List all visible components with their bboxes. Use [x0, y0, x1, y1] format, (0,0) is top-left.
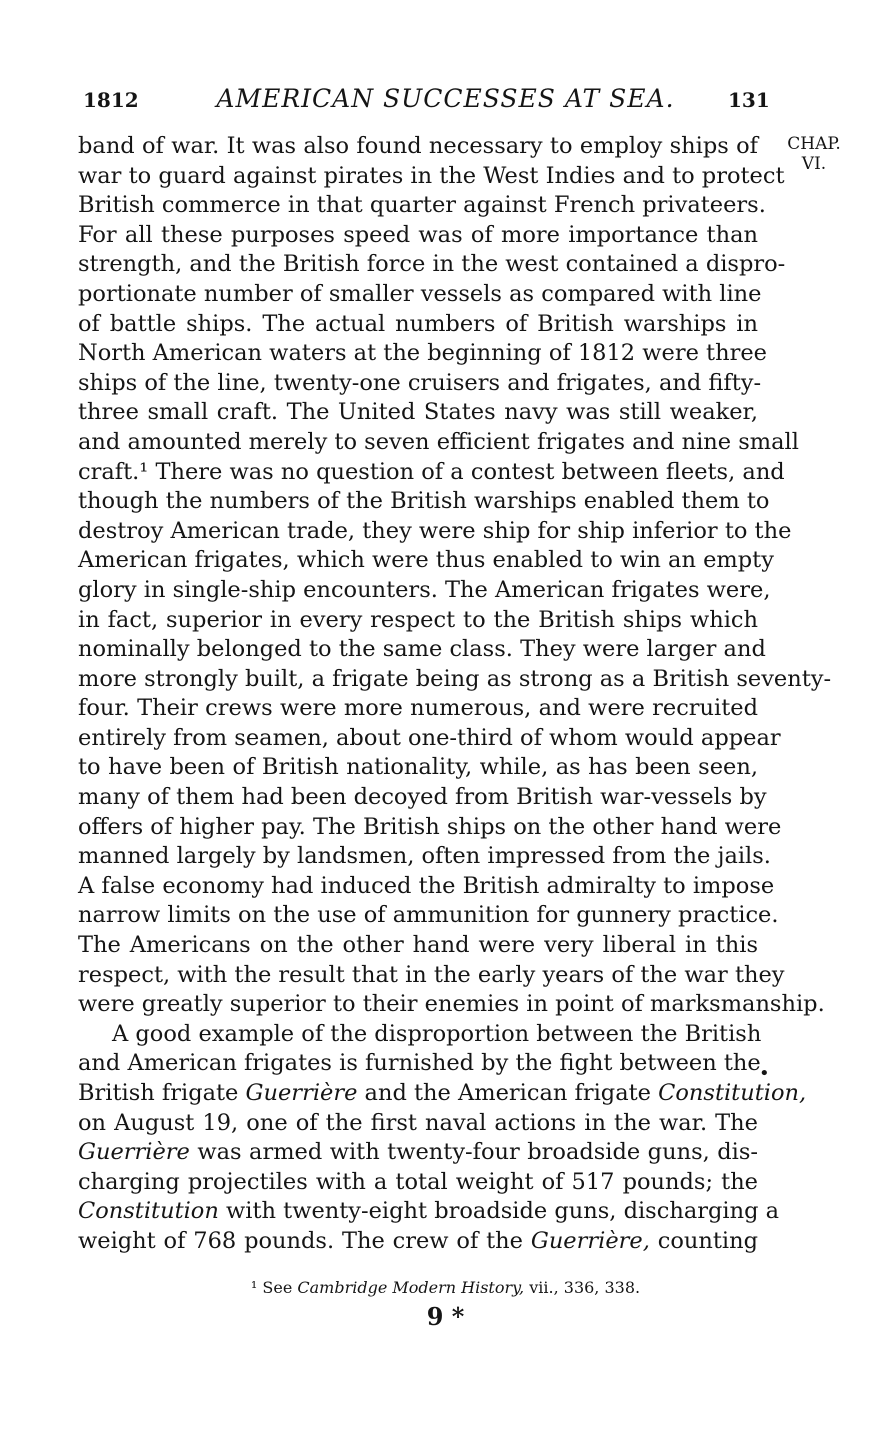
text-line: manned largely by landsmen, often impressed from the jails. [78, 843, 771, 870]
text-line: band of war. It was also found necessary to employ ships of [78, 133, 758, 159]
text-line: Constitution with twenty-eight broadside guns, discharging a [78, 1198, 780, 1225]
footnote: ¹ See Cambridge Modern History, vii., 336, 338. [250, 1278, 641, 1297]
page-number: 131 [728, 88, 770, 112]
text-line: though the numbers of the British warships enabled them to [78, 488, 770, 515]
text-line: nominally belonged to the same class. They were larger and [78, 636, 766, 663]
text-line: North American waters at the beginning of 1812 were three [78, 340, 767, 367]
text-line: A good example of the disproportion between the British [112, 1020, 762, 1047]
text-line: British commerce in that quarter against French privateers. [78, 192, 766, 219]
ship-name: Constitution [78, 1198, 219, 1225]
text-line: many of them had been decoyed from British war-vessels by [78, 784, 767, 811]
text-line: charging projectiles with a total weight of 517 pounds; the [78, 1168, 758, 1195]
ship-name: Guerrière, [530, 1227, 650, 1254]
chapter-label: CHAP. [787, 134, 841, 154]
text-line: glory in single-ship encounters. The American frigates were, [78, 576, 771, 603]
margin-dot-marker: • [759, 1063, 770, 1084]
text-line: war to guard against pirates in the West Indies and to protect [78, 162, 785, 189]
text-line: in fact, superior in every respect to the British ships which [78, 606, 758, 633]
header-title: AMERICAN SUCCESSES AT SEA. [216, 84, 675, 113]
text-line: offers of higher pay. The British ships on the other hand were [78, 813, 782, 840]
text-line: craft.¹ There was no question of a contest between fleets, and [78, 458, 785, 485]
text-line: entirely from seamen, about one-third of whom would appear [78, 724, 781, 751]
paragraph-2 [78, 1020, 807, 1257]
text-line: on August 19, one of the first naval actions in the war. The [78, 1109, 758, 1136]
text-line: Guerrière was armed with twenty-four broadside guns, dis- [78, 1139, 758, 1166]
text-line: British frigate Guerrière and the American frigate Constitution, [78, 1080, 807, 1106]
text-line: were greatly superior to their enemies in point of marksmanship. [78, 991, 825, 1018]
text-line: American frigates, which were thus enabled to win an empty [78, 547, 774, 574]
text-line: strength, and the British force in the west contained a dispro- [78, 251, 786, 278]
text-line: of battle ships. The actual numbers of British warships in [78, 310, 758, 337]
text-line: weight of 768 pounds. The crew of the Guerrière, counting [78, 1227, 758, 1254]
text-line: and amounted merely to seven efficient frigates and nine small [78, 428, 799, 455]
text-line: respect, with the result that in the early years of the war they [78, 961, 785, 988]
header-year: 1812 [83, 88, 139, 112]
text-line: more strongly built, a frigate being as strong as a British seventy- [78, 665, 832, 692]
text-line: For all these purposes speed was of more importance than [78, 221, 758, 248]
ship-name: Guerrière [78, 1139, 190, 1166]
text-line: A false economy had induced the British admiralty to impose [78, 872, 775, 899]
footnote-work-title: Cambridge Modern History, [297, 1278, 525, 1297]
signature-mark: 9 * [426, 1302, 465, 1331]
margin-chapter-note [774, 134, 854, 174]
text-line: ships of the line, twenty-one cruisers and frigates, and fifty- [78, 369, 762, 396]
chapter-number: VI. [801, 154, 827, 174]
text-line: narrow limits on the use of ammunition for gunnery practice. [78, 902, 779, 929]
text-line: three small craft. The United States navy was still weaker, [78, 399, 758, 426]
text-line: and American frigates is furnished by the fight between the [78, 1050, 761, 1077]
ship-name: Constitution, [658, 1080, 807, 1106]
text-line: destroy American trade, they were ship for ship inferior to the [78, 517, 792, 544]
text-line: to have been of British nationality, while, as has been seen, [78, 754, 758, 781]
text-line: The Americans on the other hand were very liberal in this [78, 932, 758, 959]
ship-name: Guerrière [245, 1080, 358, 1106]
text-line: four. Their crews were more numerous, and were recruited [78, 695, 758, 722]
text-line: portionate number of smaller vessels as compared with line [78, 280, 762, 307]
running-header [0, 84, 891, 114]
